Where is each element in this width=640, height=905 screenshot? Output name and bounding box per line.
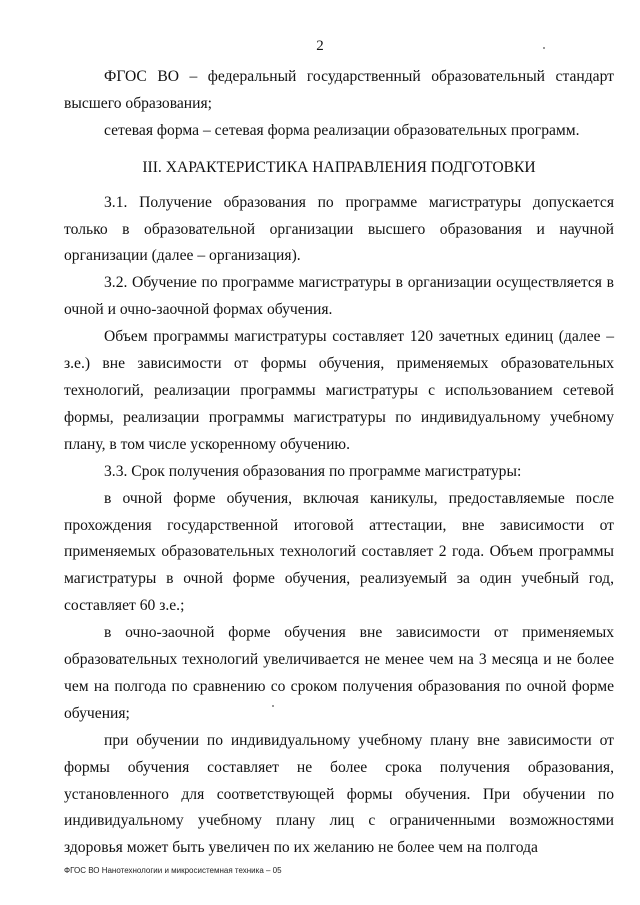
paragraph-3-1: 3.1. Получение образования по программе магистратуры допускается только в образовательной организации высшего образования и научной организации (далее – организация). <box>64 193 614 265</box>
scan-speck <box>272 705 274 707</box>
definition-fgos: ФГОС ВО – федеральный государственный образовательный стандарт высшего образования; <box>64 68 614 112</box>
definition-network-form: сетевая форма – сетевая форма реализации образовательных программ. <box>104 121 580 139</box>
paragraph-volume: Объем программы магистратуры составляет 120 зачетных единиц (далее – з.е.) вне зависимости от формы обучения, применяемых образовательных технологий, реализации программы магистратуры с использованием сетевой формы, реализации программы магистратуры по индивидуальному учебному плану, в том числе ускоренному обучению. <box>64 328 614 453</box>
paragraph-part-time: в очно-заочной форме обучения вне зависимости от применяемых образовательных технологий увеличивается не менее чем на 3 месяца и не более чем на полгода по сравнению со сроком получения образования по очной форме обучения; <box>64 624 614 722</box>
page-number: 2 <box>316 38 324 54</box>
paragraph-individual-plan: при обучении по индивидуальному учебному плану вне зависимости от формы обучения составляет не более срока получения образования, установленного для соответствующей формы обучения. При обучении по индивидуальному учебному плану лиц с ограниченными возможностями здоровья может быть увеличен по их желанию не более чем на полгода <box>64 731 614 857</box>
section-heading: III. ХАРАКТЕРИСТИКА НАПРАВЛЕНИЯ ПОДГОТОВКИ <box>142 158 536 176</box>
paragraph-3-3: 3.3. Срок получения образования по программе магистратуры: <box>104 462 522 480</box>
document-footer: ФГОС ВО Нанотехнологии и микросистемная техника – 05 <box>64 866 282 875</box>
document-body <box>64 64 614 862</box>
paragraph-3-2: 3.2. Обучение по программе магистратуры в организации осуществляется в очной и очно-заочной формах обучения. <box>64 274 614 319</box>
paragraph-full-time: в очной форме обучения, включая каникулы, предоставляемые после прохождения государственной итоговой аттестации, вне зависимости от применяемых образовательных технологий составляет 2 года. Объем программы магистратуры в очной форме обучения, реализуемый за один учебный год, составляет 60 з.е.; <box>64 489 614 615</box>
scan-speck <box>543 47 545 49</box>
